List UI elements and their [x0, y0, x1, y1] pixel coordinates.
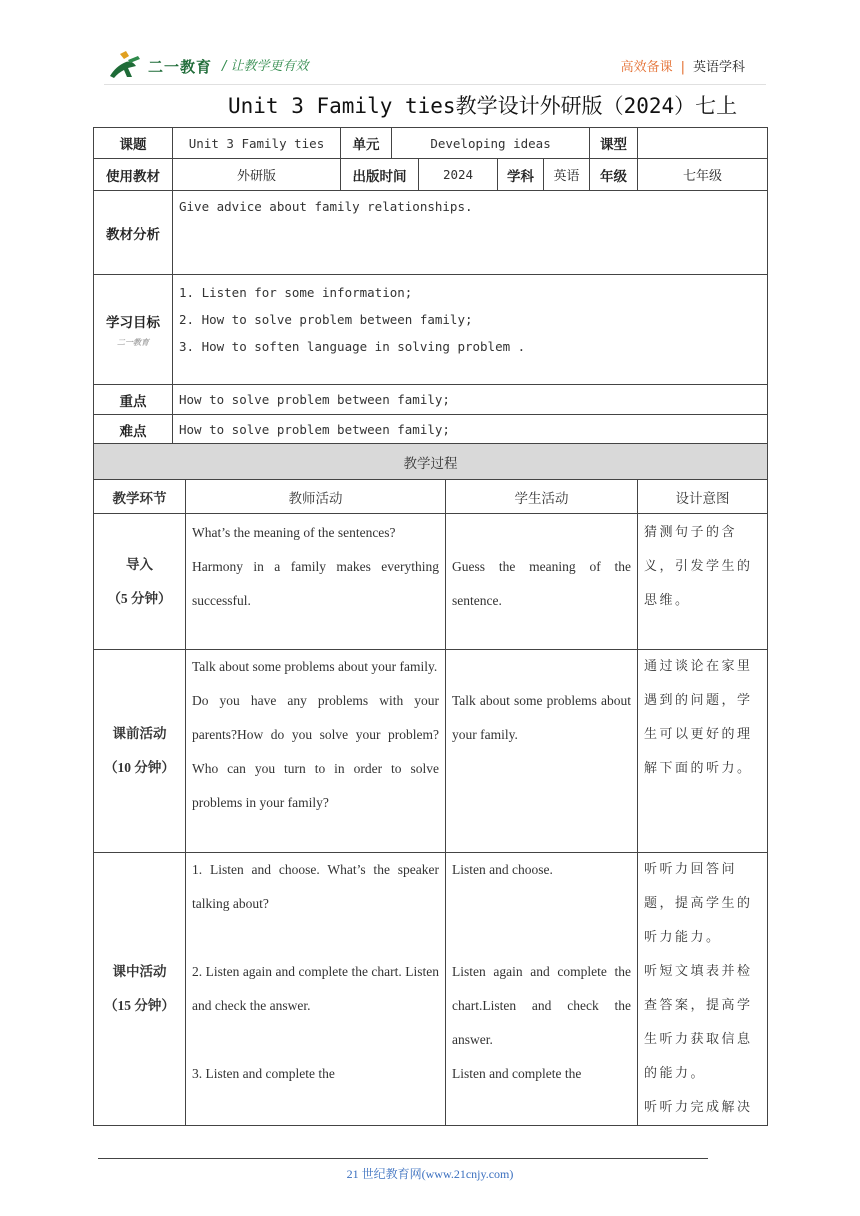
teacher-line: 2. Listen again and complete the chart. Listen and check the answer.	[192, 964, 439, 1013]
design-intent	[638, 853, 768, 1126]
stage-name: 导入	[126, 556, 153, 572]
student-activity	[446, 853, 638, 1126]
goals-label-cell	[94, 275, 173, 385]
teacher-line: Harmony in a family makes everything successful.	[192, 559, 439, 608]
key-value: How to solve problem between family;	[173, 385, 768, 415]
textbook-value: 外研版	[173, 159, 341, 191]
topic-value: Unit 3 Family ties	[173, 128, 341, 159]
tag-separator: |	[680, 60, 685, 75]
type-value	[638, 128, 768, 159]
goal-item: 2. How to solve problem between family;	[179, 312, 473, 327]
intent-line: 听短文填表并检查答案，提高学生听力获取信息的能力。	[644, 964, 753, 1081]
type-label: 课型	[590, 128, 638, 159]
table-row	[94, 853, 768, 1126]
col-header-teacher: 教师活动	[186, 480, 446, 514]
col-header-intent: 设计意图	[638, 480, 768, 514]
footer-rule	[98, 1158, 708, 1159]
stage-cell	[94, 650, 186, 853]
stage-name: 课中活动	[112, 964, 167, 979]
intent-line: 听听力完成解决	[644, 1100, 753, 1115]
document-title: Unit 3 Family ties教学设计外研版（2024）七上	[228, 94, 738, 118]
teacher-activity	[186, 650, 446, 853]
student-activity	[446, 650, 638, 853]
header-rule	[104, 84, 766, 85]
key-label: 重点	[94, 385, 173, 415]
student-line: Listen and choose.	[452, 862, 553, 877]
student-activity	[446, 514, 638, 650]
teacher-line: 3. Listen and complete the	[192, 1066, 335, 1081]
analysis-value: Give advice about family relationships.	[173, 191, 768, 275]
difficulty-value: How to solve problem between family;	[173, 415, 768, 445]
table-row	[94, 650, 768, 853]
logo-text: 二一教育	[148, 58, 213, 76]
col-header-stage: 教学环节	[94, 480, 186, 514]
design-intent	[638, 514, 768, 650]
pub-value: 2024	[419, 159, 498, 191]
stage-name: 课前活动	[112, 726, 167, 741]
subject-value: 英语	[544, 159, 590, 191]
unit-label: 单元	[341, 128, 392, 159]
table-row	[94, 514, 768, 650]
student-line: Talk about some problems about your family.	[452, 693, 631, 742]
goal-item: 3. How to soften language in solving problem .	[179, 339, 526, 354]
intent-line: 猜测句子的含义，引发学生的思维。	[644, 525, 753, 608]
student-line: Listen again and complete the chart.Listen and check the answer.	[452, 964, 631, 1047]
header-tag	[621, 56, 745, 75]
tag-efficient: 高效备课	[620, 60, 673, 75]
stage-cell	[94, 514, 186, 650]
col-header-student: 学生活动	[446, 480, 638, 514]
student-line: Guess the meaning of the sentence.	[452, 559, 631, 608]
grade-value: 七年级	[638, 159, 768, 191]
stage-time: （5 分钟）	[107, 590, 172, 606]
intent-line: 通过谈论在家里遇到的问题，学生可以更好的理解下面的听力。	[644, 659, 753, 776]
goals-label: 学习目标	[106, 315, 160, 331]
subject-label: 学科	[498, 159, 544, 191]
teacher-line: Talk about some problems about your family.	[192, 659, 438, 674]
goals-list	[173, 275, 768, 385]
slogan: / 让教学更有效	[222, 59, 309, 74]
footer-link[interactable]: 21 世纪教育网(www.21cnjy.com)	[346, 1167, 514, 1181]
tag-subject: 英语学科	[692, 60, 745, 75]
pub-label: 出版时间	[341, 159, 419, 191]
info-table	[93, 127, 768, 445]
student-line: Listen and complete the	[452, 1066, 582, 1081]
difficulty-label: 难点	[94, 415, 173, 445]
analysis-label: 教材分析	[94, 191, 173, 275]
stage-time: （15 分钟）	[104, 998, 175, 1013]
teacher-activity	[186, 853, 446, 1126]
stage-cell	[94, 853, 186, 1126]
stage-time: （10 分钟）	[104, 760, 175, 775]
intent-line: 听听力回答问题，提高学生的听力能力。	[644, 862, 753, 945]
teacher-line: What’s the meaning of the sentences?	[192, 525, 396, 540]
teacher-line: 1. Listen and choose. What’s the speaker talking about?	[192, 862, 439, 911]
unit-value: Developing ideas	[392, 128, 590, 159]
process-title: 教学过程	[94, 444, 768, 480]
topic-label: 课题	[94, 128, 173, 159]
textbook-label: 使用教材	[94, 159, 173, 191]
grade-label: 年级	[590, 159, 638, 191]
teacher-activity	[186, 514, 446, 650]
watermark-logo: 二一教育	[117, 338, 149, 347]
design-intent	[638, 650, 768, 853]
goal-item: 1. Listen for some information;	[179, 285, 413, 300]
teacher-line: Do you have any problems with your parents?How do you solve your problem?Who can you turn to in order to solve problems in your family?	[192, 693, 439, 810]
page-header	[0, 0, 860, 90]
process-table	[93, 443, 768, 1126]
